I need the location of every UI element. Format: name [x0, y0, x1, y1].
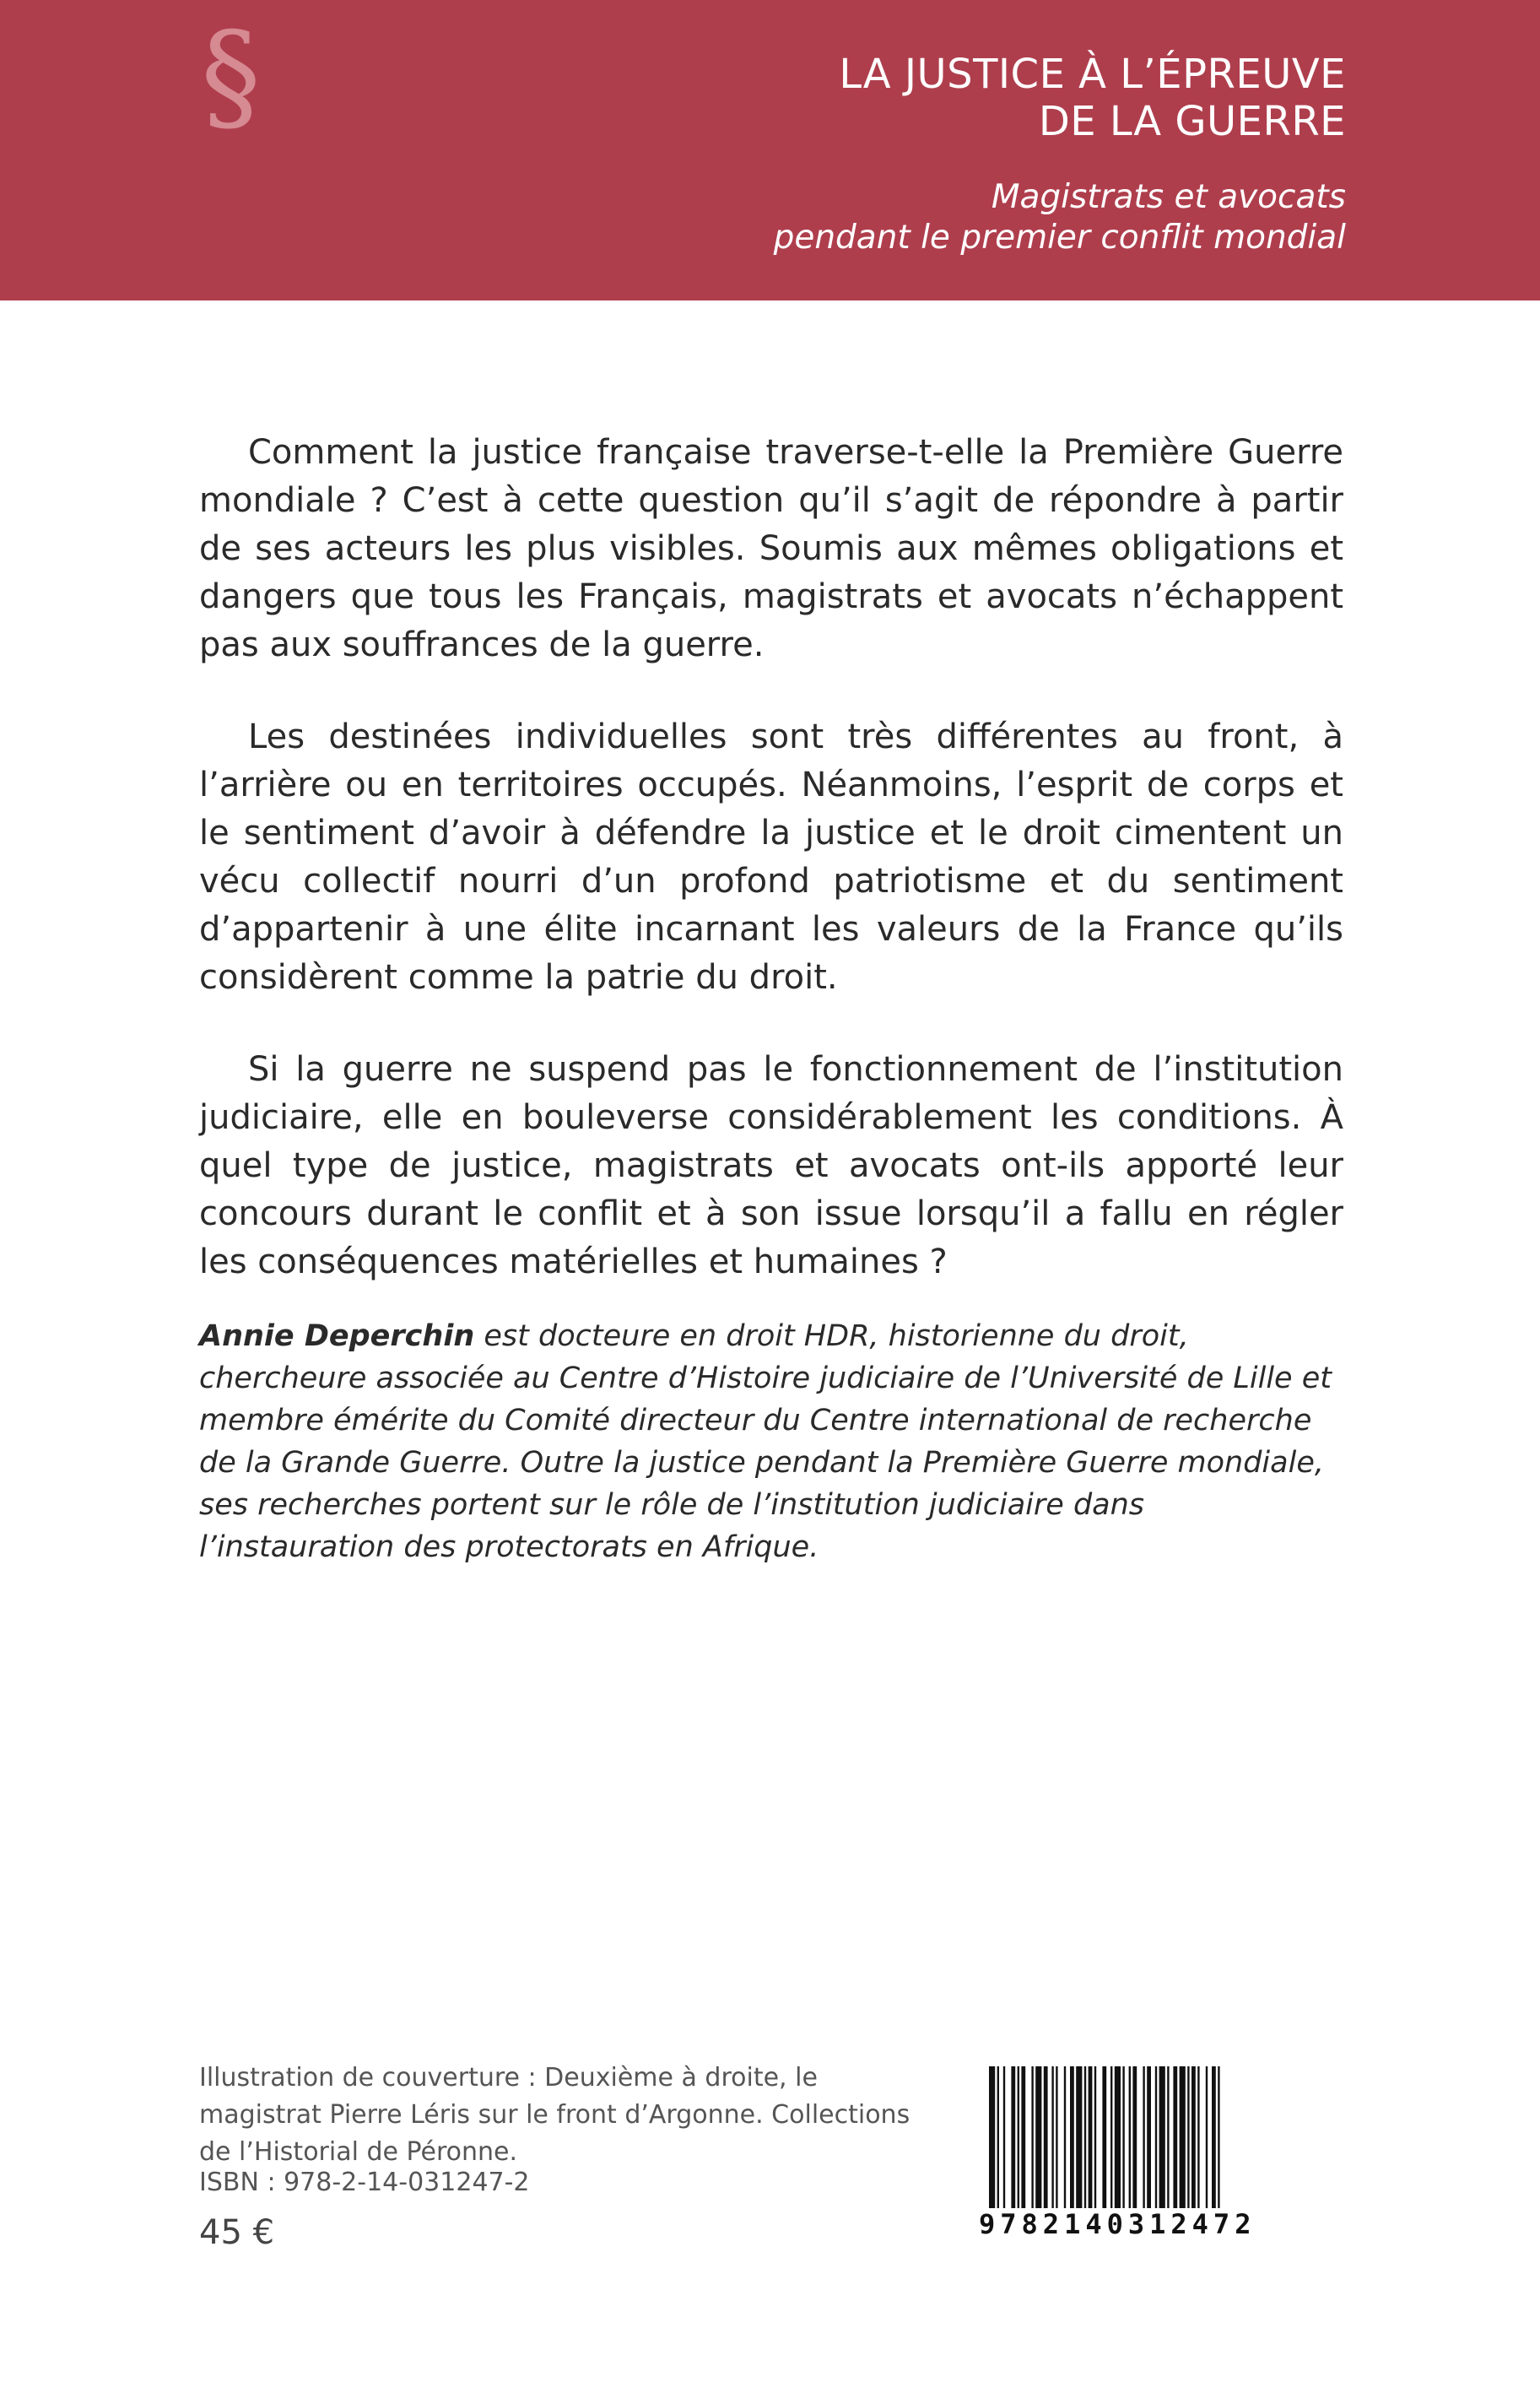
barcode-bar [1129, 2066, 1131, 2208]
barcode-bar [1115, 2066, 1121, 2208]
barcode-bar [1051, 2066, 1053, 2208]
barcode-bars [979, 2066, 1300, 2208]
barcode-bar [1089, 2066, 1093, 2208]
barcode-bar [1197, 2066, 1199, 2208]
barcode-bar [1155, 2066, 1157, 2208]
section-sign-icon: § [201, 7, 261, 146]
barcode-digits: 9782140312472 [979, 2208, 1256, 2240]
barcode-bar [1110, 2066, 1112, 2208]
barcode-bar [1143, 2066, 1144, 2208]
summary-paragraph: Comment la justice française traverse-t-elle la Première Guerre mondiale ? C’est à cette question qu’il s’agit de répondre à partir de ses acteurs les plus visibles. Soumis aux mêmes obligations et dangers que tous les Français, magistrats et avocats n’échappent pas aux souffrances de la guerre. [199, 433, 1343, 664]
barcode-bar [1056, 2066, 1057, 2208]
barcode-bar [1070, 2066, 1074, 2208]
barcode-bar [1102, 2066, 1106, 2208]
barcode-bar [1084, 2066, 1086, 2208]
book-subtitle [774, 177, 1346, 258]
barcode-bar [1076, 2066, 1082, 2208]
barcode-bar [1206, 2066, 1208, 2208]
barcode-bar [1044, 2066, 1048, 2208]
barcode-bar [1035, 2066, 1041, 2208]
isbn: ISBN : 978-2-14-031247-2 [199, 2168, 530, 2197]
summary-paragraph: Si la guerre ne suspend pas le fonctionnement de l’institution judiciaire, elle en bouleverse considérablement les conditions. À quel type de justice, magistrats et avocats ont-ils apporté leur concours durant le conflit et à son issue lorsqu’il a fallu en régler les conséquences matérielles et humaines ? [199, 1050, 1343, 1281]
barcode-bar [1011, 2066, 1015, 2208]
price: 45 € [199, 2213, 275, 2252]
barcode-bar [1003, 2066, 1005, 2208]
summary-text [199, 429, 1343, 1330]
book-title-line-2: DE LA GUERRE [1038, 98, 1346, 145]
cover-credit: Illustration de couverture : Deuxième à droite, le magistrat Pierre Léris sur le front d’Argonne. Collections de l’Historial de Péronne. [199, 2063, 910, 2167]
barcode [979, 2066, 1300, 2244]
barcode-bar [1064, 2066, 1066, 2208]
author-bio-text: est docteure en droit HDR, historienne du droit, chercheure associée au Centre d’Histoire judiciaire de l’Université de Lille et membre émérite du Comité directeur du Centre international de recherche de la Grande Guerre. Outre la justice pendant la Première Guerre mondiale, ses recherches portent sur le rôle de l’institution judiciaire dans l’instauration des protectorats en Afrique. [199, 1319, 1332, 1564]
barcode-bar [997, 2066, 999, 2208]
barcode-bar [1021, 2066, 1025, 2208]
barcode-bar [1173, 2066, 1177, 2208]
barcode-bar [1147, 2066, 1151, 2208]
barcode-bar [1094, 2066, 1096, 2208]
barcode-bar [1167, 2066, 1169, 2208]
barcode-bar [1218, 2066, 1219, 2208]
book-subtitle-line-1: Magistrats et avocats [991, 178, 1346, 216]
summary-paragraph: Les destinées individuelles sont très différentes au front, à l’arrière ou en territoires occupés. Néanmoins, l’esprit de corps et le sentiment d’avoir à défendre la justice et le droit cimentent un vécu collectif nourri d’un profond patriotisme et du sentiment d’appartenir à une élite incarnant les valeurs de la France qu’ils considèrent comme la patrie du droit. [199, 717, 1343, 997]
barcode-bar [1191, 2066, 1196, 2208]
header-band [0, 0, 1540, 300]
barcode-bar [1031, 2066, 1033, 2208]
book-title [839, 51, 1346, 145]
barcode-bar [1212, 2066, 1216, 2208]
book-subtitle-line-2: pendant le premier conflit mondial [773, 219, 1346, 257]
barcode-bar [1187, 2066, 1189, 2208]
book-title-line-1: LA JUSTICE À L’ÉPREUVE [839, 51, 1346, 98]
barcode-bar [989, 2066, 995, 2208]
barcode-bar [1180, 2066, 1186, 2208]
barcode-bar [1132, 2066, 1137, 2208]
author-name: Annie Deperchin [199, 1319, 475, 1353]
barcode-bar [1159, 2066, 1165, 2208]
barcode-bar [1018, 2066, 1019, 2208]
barcode-bar [1122, 2066, 1124, 2208]
author-bio [199, 1315, 1343, 1568]
